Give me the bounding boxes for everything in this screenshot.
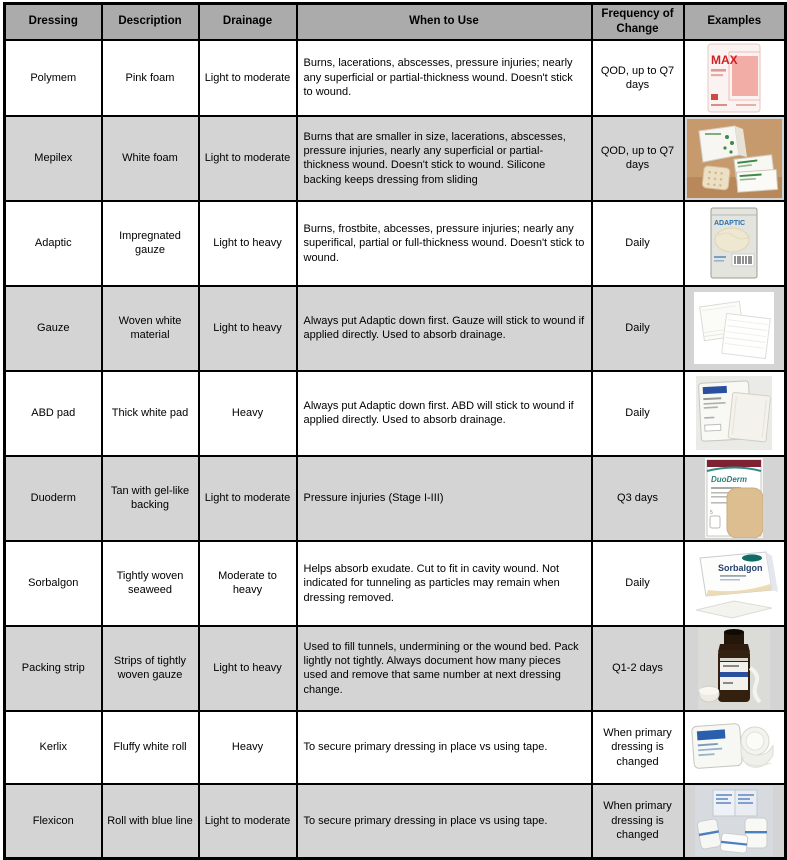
col-header-frequency: Frequency of Change [592, 4, 684, 40]
cell-description: Tan with gel-like backing [102, 456, 199, 541]
mepilex-product-photo [686, 119, 784, 198]
cell-when-to-use: Burns, lacerations, abscesses, pressure injuries; nearly any superficial or partial-thickness wound. Doesn't stick to wound. [297, 40, 592, 116]
gauze-product-photo [686, 292, 784, 364]
table-row [5, 711, 786, 784]
cell-drainage: Light to moderate [199, 456, 297, 541]
cell-drainage: Light to heavy [199, 286, 297, 371]
cell-description: Impregnated gauze [102, 201, 199, 286]
sorbalgon-label: Sorbalgon [718, 563, 763, 574]
duoderm-label: DuoDerm [711, 475, 748, 485]
polymem-product-photo [686, 42, 784, 114]
cell-dressing: Sorbalgon [5, 541, 102, 626]
col-header-when-to-use: When to Use [297, 4, 592, 40]
adaptic-product-photo [686, 206, 784, 280]
cell-dressing: ABD pad [5, 371, 102, 456]
cell-when-to-use: To secure primary dressing in place vs using tape. [297, 711, 592, 784]
abd-pad-product-photo [686, 376, 784, 450]
cell-description: Tightly woven seaweed [102, 541, 199, 626]
dressing-reference-table [3, 2, 787, 860]
cell-dressing: Packing strip [5, 626, 102, 711]
cell-when-to-use: To secure primary dressing in place vs using tape. [297, 784, 592, 859]
table-row [5, 456, 786, 541]
col-header-examples: Examples [684, 4, 786, 40]
table-row [5, 116, 786, 201]
cell-dressing: Mepilex [5, 116, 102, 201]
cell-when-to-use: Burns that are smaller in size, lacerations, abscesses, pressure injuries, nearly any superficial or partial-thickness wound. Doesn't stick to wound. Silicone backing keeps dressing from sliding [297, 116, 592, 201]
cell-drainage: Moderate to heavy [199, 541, 297, 626]
cell-when-to-use: Used to fill tunnels, undermining or the wound bed. Pack lightly not tightly. Always document how many pieces used and remove that same number at next dressing change. [297, 626, 592, 711]
cell-when-to-use: Always put Adaptic down first. Gauze will stick to wound if applied directly. Used to absorb drainage. [297, 286, 592, 371]
cell-dressing: Flexicon [5, 784, 102, 859]
cell-dressing: Kerlix [5, 711, 102, 784]
kerlix-product-photo [686, 717, 784, 777]
cell-description: White foam [102, 116, 199, 201]
table-row [5, 286, 786, 371]
col-header-drainage: Drainage [199, 4, 297, 40]
cell-when-to-use: Always put Adaptic down first. ABD will stick to wound if applied directly. Used to absorb drainage. [297, 371, 592, 456]
col-header-description: Description [102, 4, 199, 40]
cell-frequency: QOD, up to Q7 days [592, 116, 684, 201]
cell-dressing: Gauze [5, 286, 102, 371]
cell-when-to-use: Helps absorb exudate. Cut to fit in cavity wound. Not indicated for tunneling as particles may remain when dressing removed. [297, 541, 592, 626]
cell-drainage: Heavy [199, 371, 297, 456]
cell-drainage: Light to heavy [199, 201, 297, 286]
cell-when-to-use: Burns, frostbite, abcesses, pressure injuries; nearly any superifical, partial or full-thickness wound. Doesn't stick to wound. [297, 201, 592, 286]
cell-dressing: Adaptic [5, 201, 102, 286]
table-row [5, 541, 786, 626]
cell-drainage: Light to moderate [199, 784, 297, 859]
svg-text:5: 5 [710, 510, 714, 517]
cell-description: Woven white material [102, 286, 199, 371]
cell-description: Thick white pad [102, 371, 199, 456]
cell-dressing: Duoderm [5, 456, 102, 541]
cell-description: Strips of tightly woven gauze [102, 626, 199, 711]
cell-when-to-use: Pressure injuries (Stage I-III) [297, 456, 592, 541]
cell-frequency: Daily [592, 201, 684, 286]
table-row [5, 371, 786, 456]
polymem-max-label: MAX [711, 52, 738, 67]
cell-description: Fluffy white roll [102, 711, 199, 784]
duoderm-product-photo [686, 458, 784, 538]
cell-frequency: Daily [592, 541, 684, 626]
table-row [5, 201, 786, 286]
table-row [5, 784, 786, 859]
cell-drainage: Heavy [199, 711, 297, 784]
cell-drainage: Light to moderate [199, 40, 297, 116]
table-row [5, 626, 786, 711]
cell-frequency: Daily [592, 371, 684, 456]
packing-strip-product-photo [686, 628, 784, 709]
cell-frequency: When primary dressing is changed [592, 711, 684, 784]
cell-frequency: QOD, up to Q7 days [592, 40, 684, 116]
cell-drainage: Light to moderate [199, 116, 297, 201]
flexicon-product-photo [686, 786, 784, 856]
header-row [5, 4, 786, 40]
cell-frequency: Q1-2 days [592, 626, 684, 711]
cell-description: Pink foam [102, 40, 199, 116]
sorbalgon-product-photo [686, 546, 784, 620]
cell-drainage: Light to heavy [199, 626, 297, 711]
adaptic-label: ADAPTIC [714, 220, 746, 228]
table-row [5, 40, 786, 116]
cell-description: Roll with blue line [102, 784, 199, 859]
cell-frequency: Q3 days [592, 456, 684, 541]
cell-dressing: Polymem [5, 40, 102, 116]
col-header-dressing: Dressing [5, 4, 102, 40]
cell-frequency: When primary dressing is changed [592, 784, 684, 859]
cell-frequency: Daily [592, 286, 684, 371]
